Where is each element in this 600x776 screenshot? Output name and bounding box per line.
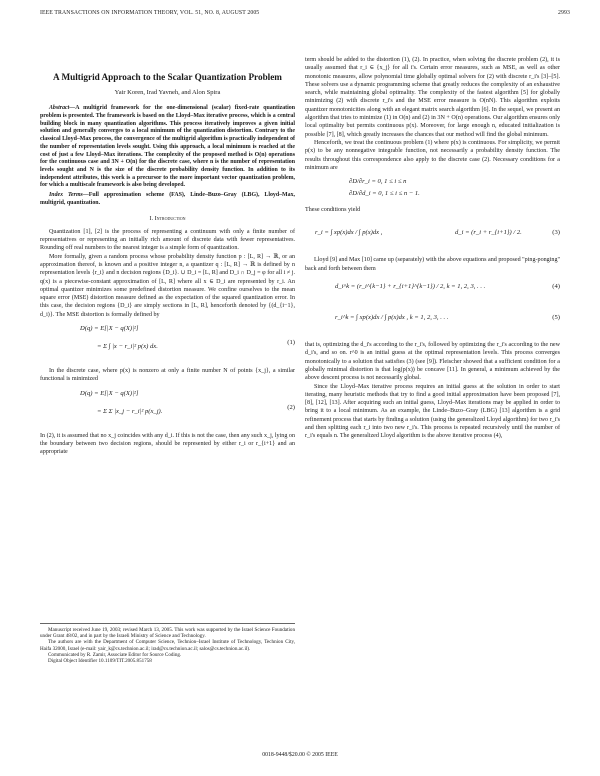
page-number: 2993 [558,10,570,16]
section-heading-introduction: I. Introduction [149,216,186,223]
running-header [40,10,570,16]
equation-1-lhs: D(q) = E[|X − q(X)|²] [80,325,139,332]
equation-2-number: (2) [287,403,295,411]
condition-2: ∂D/∂d_i = 0, 1 ≤ i ≤ n − 1. [349,190,420,198]
boundary-paragraph: In (2), it is assumed that no x_j coincides with any d_i. If this is not the case, then any such x_j, lying on the boundary between two decision regions, should be represented by either r_i or r_{i+1} and an appropriate [40,432,295,456]
right-paragraph-3: These conditions yield [305,207,361,214]
left-column [40,62,295,456]
index-terms-label: Index Terms— [49,192,89,199]
footnote-communicated: Communicated by R. Zamir, Associate Editor for Source Coding. [48,651,182,658]
copyright-footer: 0018-9448/$20.00 © 2005 IEEE [262,752,338,758]
author-list: Yair Koren, Irad Yavneh, and Alon Spira [114,89,221,96]
index-terms [40,192,295,207]
equation-1-rhs: = Σ ∫ |x − r_i|² p(x) dx. [97,343,158,350]
equation-5-number: (5) [552,314,560,322]
right-paragraph-2: Henceforth, we treat the continuous problem (1) where p(x) is continuous. For simplicity, we permit p(x) to be any nonnegative integrable function, not necessarily a probability density function. The results throughout this correspondence also apply to the discrete case (2). Necessary conditions for a minimum are [305,139,560,171]
equation-2-rhs: = Σ Σ |x_j − r_i|² p(x_j). [97,407,163,415]
equation-4-body: d_i^k = (r_i^{k−1} + r_{i+1}^{k−1}) / 2, k = 1, 2, 3, . . . [335,283,486,291]
equation-3-d: d_i = (r_i + r_{i+1}) / 2. [455,229,522,237]
discrete-case-paragraph: In the discrete case, where p(x) is nonzero at only a finite number N of points {x_j}, a similar functional is minimized [40,368,295,383]
equation-2 [40,388,295,428]
abstract [40,105,295,190]
footnote-manuscript: Manuscript received June 19, 2003; revised March 13, 2005. This work was supported by the Israel Science Foundation under Grant 48/02, and in part by the Israeli Ministry of Science and Technology. [40,627,295,640]
footnotes [40,623,295,664]
equation-5-body: r_i^k = ∫ xp(x)dx / ∫ p(x)dx , k = 1, 2, 3, . . . [335,314,449,322]
equation-5 [305,303,560,337]
equation-4-number: (4) [552,283,560,291]
equation-4 [305,277,560,299]
equation-3-number: (3) [552,229,560,237]
equation-2-lhs: D(q) = E[|X − q(X)|²] [80,389,139,397]
right-paragraph-5: that is, optimizing the d_i's according to the r_i's, followed by optimizing the r_i's according to the new d_i's, and so on. r^0 is an initial guess at the optimal representation levels. This process converges monotonically to a solution that satisfies (3) (see [9]). Fleischer showed that a sufficient condition for a globally minimal distortion is that log(p(x)) be concave [11]. In general, a minimum achieved by the above descent process is not necessarily global. [305,342,560,382]
right-paragraph-1: term should be added to the distortion (1), (2). In practice, when solving the discrete problem (2), it is usually assumed that r_i ∈ {x_j} for all i's. Certain error measures, such as MSE, as well as other monotonic measures, allow polynomial time globally optimal solvers for (2) with discrete r_i's [3]–[5]. These solvers use a dynamic programming scheme that greatly reduces the complexity of an exhaustive search, while maintaining global optimality. The complexity of the fastest algorithm [5] for globally minimizing (2) with discrete r_i's and the MSE error measure is O(nN). This algorithm exploits quantizer monotonicities along with an elegant matrix search algorithm [6]. In the sequel, we present an algorithm that tries to minimize (1) in O(n) and (2) in 3N + O(n) operations. Our algorithm ensures only local optimality but permits continuous p(x). Moreover, for large enough n, educated initialization is possible [7], [8], which greatly increases the chances that our method will find the global minimum. [305,57,560,138]
right-paragraph-4: Lloyd [9] and Max [10] came up (separately) with the above equations and proposed "ping-ponging" back and forth between them [305,257,560,272]
paper-title: A Multigrid Approach to the Scalar Quantization Problem [53,72,282,82]
intro-paragraph-2: More formally, given a random process whose probability density function p : [L, R] → ℝ, or an approximation thereof, is known and a positive integer n, a quantizer q : [L, R] → ℝ is defined by n representation levels {r_i} and n decision regions {D_i}. ∪ D_i = [L, R] and D_i ∩ D_j = φ for all i ≠ j. q(x) is a piecewise-constant approximation of [L, R] where all x ∈ D_i are represented by r_i. An optimal quantizer minimizes some predefined distortion measure. We confine ourselves to the mean square error (MSE) distortion measure defined as the expectation of the squared quantization error. In this case, the decision regions {D_i} are simply sections in [L, R], henceforth denoted by {(d_{i−1}, d_i)}. The MSE distortion is formally defined by [40,253,295,318]
footnote-doi: Digital Object Identifier 10.1109/TIT.2005.851758 [48,658,152,665]
necessary-conditions [305,176,560,202]
equation-3 [305,218,560,252]
abstract-label: Abstract— [49,105,76,112]
intro-paragraph-1: Quantization [1], [2] is the process of representing a continuum with only a finite number of representatives or representing an initially rich amount of discrete data with fewer representatives. Rounding off real numbers to the nearest integer is a simple form of quantization. [40,228,295,252]
abstract-text: A multigrid framework for the one-dimensional (scalar) fixed-rate quantization problem is presented. The framework is based on the Lloyd–Max iterative process, which is a central building block in many quantization algorithms. This process iteratively improves a given initial solution and generally converges to a local minimum of the quantization distortion. Contrary to the classical Lloyd–Max process, the convergence of the multigrid algorithm is practically independent of the number of representation levels sought. Using this approach, a local minimum is reached at the cost of just a few Lloyd–Max iterations. The complexity of the proposed method is O(n) operations for the continuous case and 3N + O(n) for the discrete case, where n is the number of representation levels sought and N is the size of the discrete probability density function. In addition to its independent attributes, this work is a precursor to the more important vector quantization problem, for which a multiscale framework is also being developed. [40,105,295,189]
footnote-authors: The authors are with the Department of Computer Science, Technion–Israel Institute of Technology, Technion City, Haifa 32000, Israel (e-mail: yair_k@cs.technion.ac.il; irad@cs.technion.ac.il; salos@cs.technion.ac.il). [40,639,295,652]
right-paragraph-6: Since the Lloyd–Max iterative process requires an initial guess at the solution in order to start iterating, many heuristic methods that try to find a good initial approximation have been proposed [7], [8], [12], [13]. After acquiring such an initial guess, Lloyd–Max iterations may be applied in order to bring it to a local minimum. As an example, the Linde–Buzo–Gray (LBG) [13] algorithm is a grid refinement process that starts by finding a solution (using the generalized Lloyd algorithm) for two r_i's and then splitting each r_i into two new r_i's. This process is repeated recursively until the number of r_i's equals n. The generalized Lloyd algorithm is the above iterative process (4), [305,383,560,440]
journal-name: IEEE TRANSACTIONS ON INFORMATION THEORY, VOL. 51, NO. 8, AUGUST 2005 [40,10,260,16]
equation-3-r: r_i = ∫ xp(x)dx / ∫ p(x)dx , [315,229,383,237]
equation-1-number: (1) [287,339,295,346]
condition-1: ∂D/∂r_i = 0, 1 ≤ i ≤ n [349,178,407,186]
equation-1 [40,323,295,363]
index-terms-text: Full approximation scheme (FAS), Linde–Buzo–Gray (LBG), Lloyd–Max, multigrid, quantization. [40,192,295,206]
right-column [305,56,560,441]
